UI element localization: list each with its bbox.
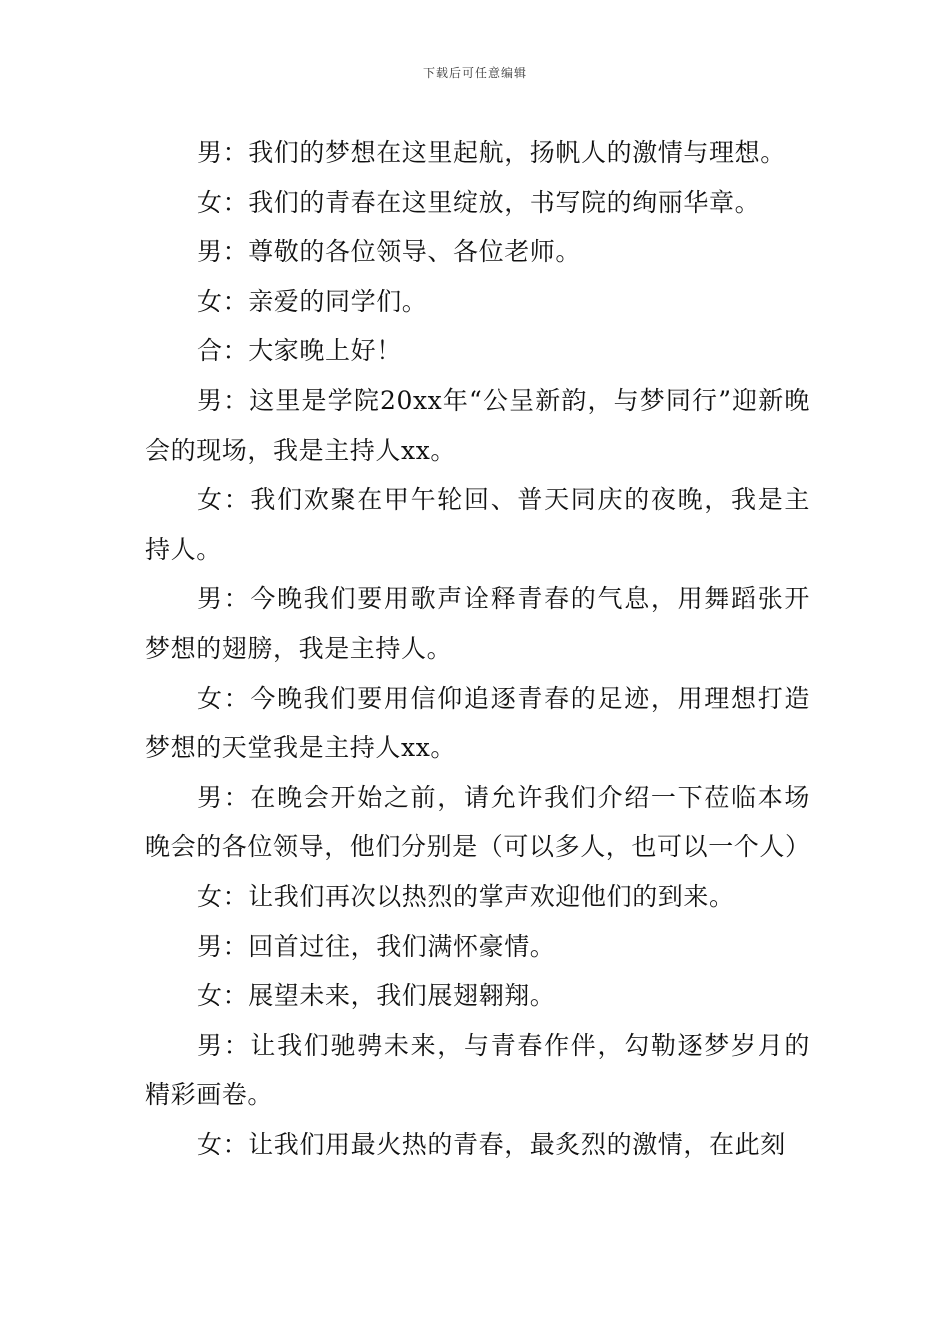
paragraph: 女：亲爱的同学们。 (197, 286, 428, 316)
document-body (145, 128, 810, 1169)
paragraph: 男：让我们驰骋未来，与青春作伴，勾勒逐梦岁月的精彩画卷。 (145, 1030, 810, 1110)
paragraph: 女：让我们用最火热的青春，最炙烈的激情，在此刻 (197, 1129, 786, 1159)
paragraph: 女：今晚我们要用信仰追逐青春的足迹，用理想打造梦想的天堂我是主持人xx。 (145, 683, 810, 763)
paragraph: 男：回首过往，我们满怀豪情。 (197, 931, 556, 961)
paragraph: 男：尊敬的各位领导、各位老师。 (197, 237, 582, 267)
paragraph: 男：在晚会开始之前，请允许我们介绍一下莅临本场晚会的各位领导，他们分别是（可以多人，也可以一个人） (145, 782, 811, 862)
paragraph: 合：大家晚上好！ (197, 336, 402, 366)
paragraph: 女：我们的青春在这里绽放，书写院的绚丽华章。 (197, 187, 761, 217)
paragraph: 女：我们欢聚在甲午轮回、普天同庆的夜晚，我是主持人。 (145, 485, 810, 564)
paragraph: 女：让我们再次以热烈的掌声欢迎他们的到来。 (197, 881, 735, 911)
paragraph: 女：展望未来，我们展翅翱翔。 (197, 981, 556, 1011)
paragraph: 男：我们的梦想在这里起航，扬帆人的激情与理想。 (197, 138, 786, 167)
paragraph: 男：这里是学院20xx年“公呈新韵，与梦同行”迎新晚会的现场，我是主持人xx。 (145, 385, 810, 465)
paragraph: 男：今晚我们要用歌声诠释青春的气息，用舞蹈张开梦想的翅膀，我是主持人。 (145, 584, 810, 663)
page-header: 下载后可任意编辑 (422, 66, 527, 80)
